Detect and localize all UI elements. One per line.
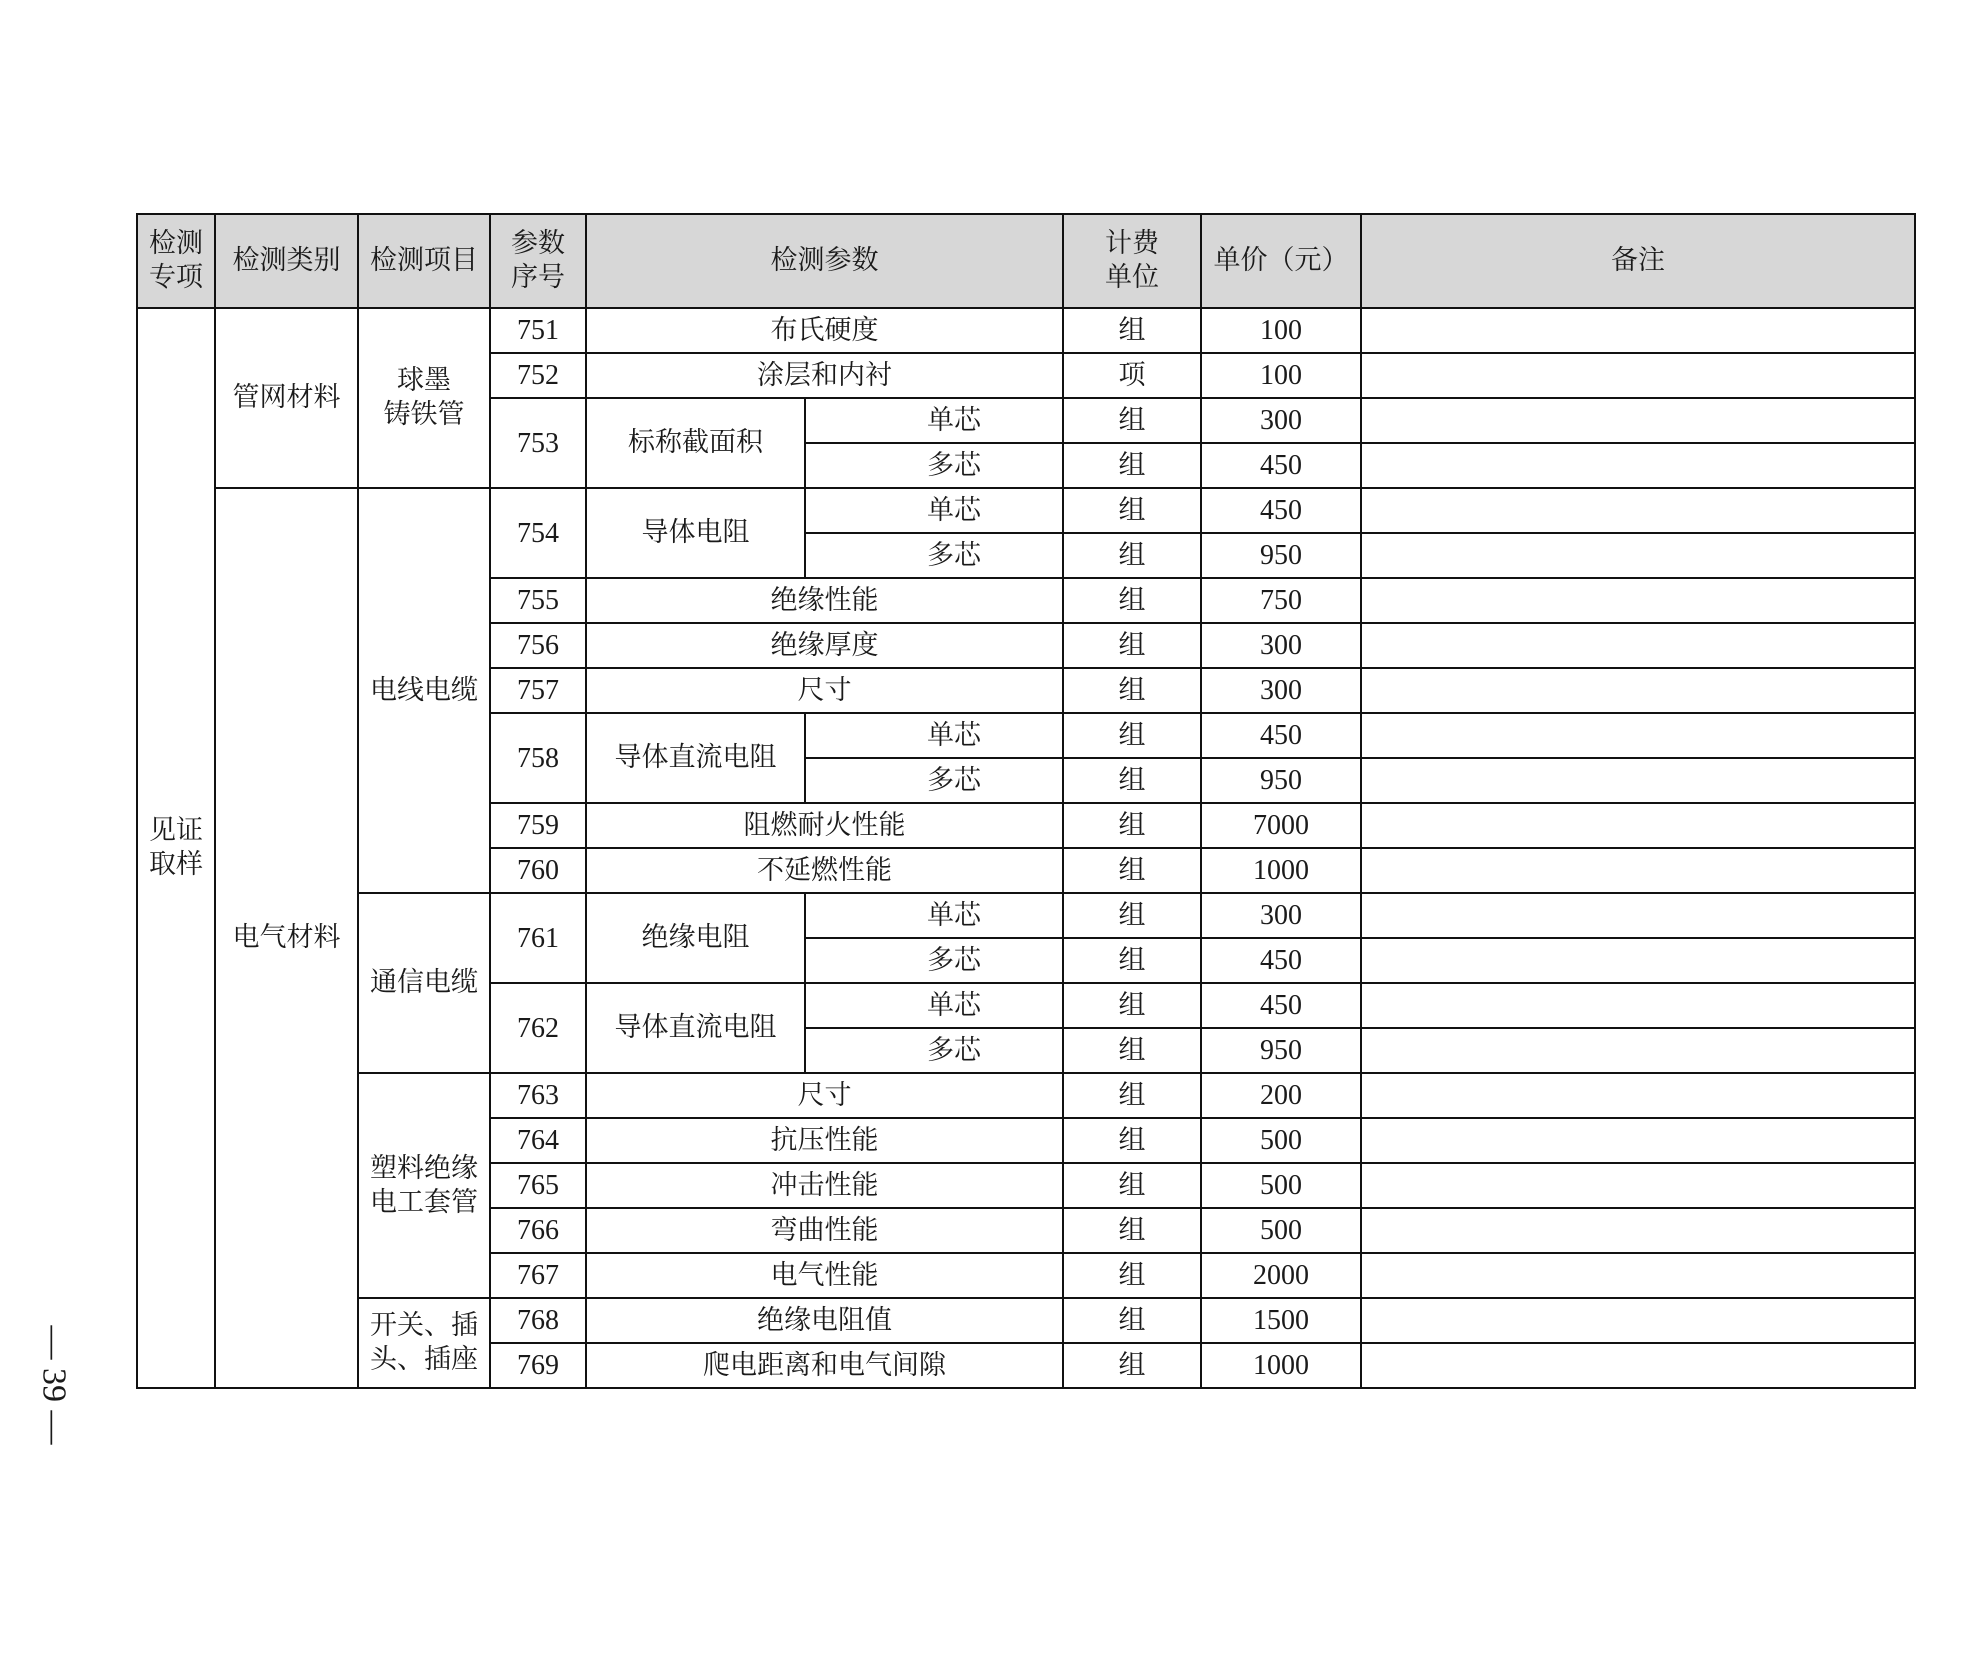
- note-cell: [1361, 893, 1915, 938]
- unit-cell: 组: [1063, 1253, 1201, 1298]
- sub-param-cell: 单芯: [805, 983, 1063, 1028]
- unit-cell: 组: [1063, 308, 1201, 353]
- header-category: 检测类别: [215, 214, 358, 308]
- item-cell-plastic-conduit: 塑料绝缘 电工套管: [358, 1073, 490, 1298]
- param-cell: 冲击性能: [586, 1163, 1063, 1208]
- page-number-text: — 39 —: [35, 1325, 72, 1445]
- note-cell: [1361, 938, 1915, 983]
- seq-cell: 761: [490, 893, 586, 983]
- note-cell: [1361, 533, 1915, 578]
- header-price: 单价（元）: [1201, 214, 1361, 308]
- fee-table: [136, 213, 1916, 1389]
- note-cell: [1361, 398, 1915, 443]
- fee-table-wrapper: [136, 213, 1914, 1389]
- note-cell: [1361, 488, 1915, 533]
- price-cell: 450: [1201, 713, 1361, 758]
- unit-cell: 组: [1063, 713, 1201, 758]
- table-row: [137, 1298, 1915, 1343]
- seq-cell: 762: [490, 983, 586, 1073]
- unit-cell: 组: [1063, 1343, 1201, 1388]
- sub-param-cell: 单芯: [805, 713, 1063, 758]
- seq-cell: 764: [490, 1118, 586, 1163]
- table-row: [137, 488, 1915, 533]
- unit-cell: 组: [1063, 578, 1201, 623]
- note-cell: [1361, 1028, 1915, 1073]
- param-cell: 尺寸: [586, 1073, 1063, 1118]
- seq-cell: 767: [490, 1253, 586, 1298]
- param-cell: 绝缘电阻: [586, 893, 805, 983]
- seq-cell: 769: [490, 1343, 586, 1388]
- unit-cell: 组: [1063, 848, 1201, 893]
- sub-param-cell: 多芯: [805, 1028, 1063, 1073]
- sub-param-cell: 单芯: [805, 893, 1063, 938]
- item-cell-ductile-iron: 球墨 铸铁管: [358, 308, 490, 488]
- header-note: 备注: [1361, 214, 1915, 308]
- note-cell: [1361, 1298, 1915, 1343]
- param-cell: 绝缘性能: [586, 578, 1063, 623]
- note-cell: [1361, 1253, 1915, 1298]
- note-cell: [1361, 1163, 1915, 1208]
- price-cell: 450: [1201, 488, 1361, 533]
- price-cell: 450: [1201, 443, 1361, 488]
- price-cell: 200: [1201, 1073, 1361, 1118]
- note-cell: [1361, 1073, 1915, 1118]
- seq-cell: 758: [490, 713, 586, 803]
- price-cell: 300: [1201, 893, 1361, 938]
- param-cell: 标称截面积: [586, 398, 805, 488]
- price-cell: 950: [1201, 533, 1361, 578]
- param-cell: 绝缘电阻值: [586, 1298, 1063, 1343]
- price-cell: 300: [1201, 623, 1361, 668]
- note-cell: [1361, 803, 1915, 848]
- note-cell: [1361, 1343, 1915, 1388]
- seq-cell: 760: [490, 848, 586, 893]
- unit-cell: 组: [1063, 983, 1201, 1028]
- header-special: 检测 专项: [137, 214, 215, 308]
- param-cell: 电气性能: [586, 1253, 1063, 1298]
- unit-cell: 组: [1063, 938, 1201, 983]
- note-cell: [1361, 983, 1915, 1028]
- unit-cell: 组: [1063, 443, 1201, 488]
- header-seq: 参数 序号: [490, 214, 586, 308]
- price-cell: 300: [1201, 398, 1361, 443]
- sub-param-cell: 多芯: [805, 533, 1063, 578]
- price-cell: 750: [1201, 578, 1361, 623]
- unit-cell: 组: [1063, 1163, 1201, 1208]
- special-cell: 见证 取样: [137, 308, 215, 1388]
- note-cell: [1361, 443, 1915, 488]
- note-cell: [1361, 668, 1915, 713]
- seq-cell: 768: [490, 1298, 586, 1343]
- price-cell: 1000: [1201, 848, 1361, 893]
- page-number: [18, 1320, 88, 1450]
- seq-cell: 753: [490, 398, 586, 488]
- param-cell: 不延燃性能: [586, 848, 1063, 893]
- note-cell: [1361, 623, 1915, 668]
- price-cell: 2000: [1201, 1253, 1361, 1298]
- seq-cell: 757: [490, 668, 586, 713]
- param-cell: 抗压性能: [586, 1118, 1063, 1163]
- unit-cell: 组: [1063, 1298, 1201, 1343]
- header-param: 检测参数: [586, 214, 1063, 308]
- table-header-row: [137, 214, 1915, 308]
- price-cell: 100: [1201, 353, 1361, 398]
- price-cell: 500: [1201, 1208, 1361, 1253]
- price-cell: 950: [1201, 758, 1361, 803]
- category-cell-pipe: 管网材料: [215, 308, 358, 488]
- sub-param-cell: 单芯: [805, 488, 1063, 533]
- param-cell: 导体直流电阻: [586, 713, 805, 803]
- item-cell-comm-cable: 通信电缆: [358, 893, 490, 1073]
- param-cell: 尺寸: [586, 668, 1063, 713]
- note-cell: [1361, 1118, 1915, 1163]
- price-cell: 500: [1201, 1118, 1361, 1163]
- note-cell: [1361, 758, 1915, 803]
- unit-cell: 组: [1063, 893, 1201, 938]
- table-row: [137, 893, 1915, 938]
- note-cell: [1361, 308, 1915, 353]
- param-cell: 涂层和内衬: [586, 353, 1063, 398]
- table-row: [137, 308, 1915, 353]
- unit-cell: 组: [1063, 488, 1201, 533]
- param-cell: 弯曲性能: [586, 1208, 1063, 1253]
- seq-cell: 754: [490, 488, 586, 578]
- param-cell: 导体直流电阻: [586, 983, 805, 1073]
- param-cell: 布氏硬度: [586, 308, 1063, 353]
- note-cell: [1361, 713, 1915, 758]
- unit-cell: 组: [1063, 668, 1201, 713]
- seq-cell: 763: [490, 1073, 586, 1118]
- unit-cell: 项: [1063, 353, 1201, 398]
- table-row: [137, 1073, 1915, 1118]
- unit-cell: 组: [1063, 758, 1201, 803]
- seq-cell: 766: [490, 1208, 586, 1253]
- item-cell-switch-plug-socket: 开关、插 头、插座: [358, 1298, 490, 1388]
- sub-param-cell: 多芯: [805, 758, 1063, 803]
- unit-cell: 组: [1063, 1118, 1201, 1163]
- category-cell-electrical: 电气材料: [215, 488, 358, 1388]
- price-cell: 450: [1201, 983, 1361, 1028]
- note-cell: [1361, 353, 1915, 398]
- seq-cell: 765: [490, 1163, 586, 1208]
- unit-cell: 组: [1063, 623, 1201, 668]
- seq-cell: 756: [490, 623, 586, 668]
- sub-param-cell: 多芯: [805, 443, 1063, 488]
- sub-param-cell: 单芯: [805, 398, 1063, 443]
- sub-param-cell: 多芯: [805, 938, 1063, 983]
- param-cell: 绝缘厚度: [586, 623, 1063, 668]
- param-cell: 爬电距离和电气间隙: [586, 1343, 1063, 1388]
- unit-cell: 组: [1063, 1028, 1201, 1073]
- seq-cell: 755: [490, 578, 586, 623]
- price-cell: 1000: [1201, 1343, 1361, 1388]
- note-cell: [1361, 1208, 1915, 1253]
- seq-cell: 759: [490, 803, 586, 848]
- header-unit: 计费 单位: [1063, 214, 1201, 308]
- item-cell-wire-cable: 电线电缆: [358, 488, 490, 893]
- unit-cell: 组: [1063, 803, 1201, 848]
- unit-cell: 组: [1063, 533, 1201, 578]
- unit-cell: 组: [1063, 1073, 1201, 1118]
- price-cell: 450: [1201, 938, 1361, 983]
- seq-cell: 752: [490, 353, 586, 398]
- note-cell: [1361, 848, 1915, 893]
- seq-cell: 751: [490, 308, 586, 353]
- note-cell: [1361, 578, 1915, 623]
- param-cell: 阻燃耐火性能: [586, 803, 1063, 848]
- price-cell: 1500: [1201, 1298, 1361, 1343]
- price-cell: 100: [1201, 308, 1361, 353]
- unit-cell: 组: [1063, 1208, 1201, 1253]
- unit-cell: 组: [1063, 398, 1201, 443]
- price-cell: 7000: [1201, 803, 1361, 848]
- price-cell: 950: [1201, 1028, 1361, 1073]
- price-cell: 500: [1201, 1163, 1361, 1208]
- param-cell: 导体电阻: [586, 488, 805, 578]
- price-cell: 300: [1201, 668, 1361, 713]
- header-item: 检测项目: [358, 214, 490, 308]
